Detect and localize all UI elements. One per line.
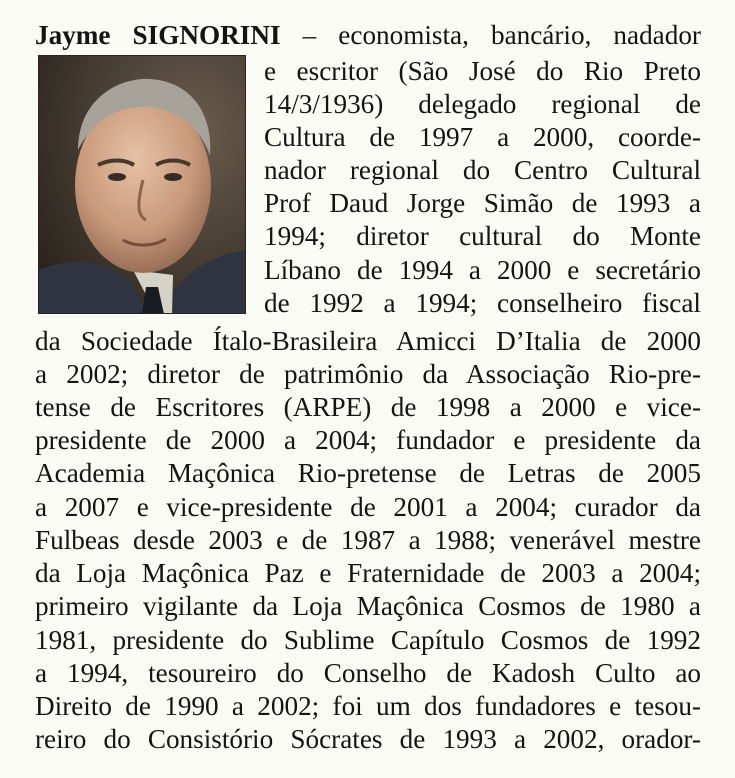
bio-line-18: primeiro vigilante da Loja Maçônica Cosmos de 1980 a [35,591,701,621]
bio-line-16: Fulbeas desde 2003 e de 1987 a 1988; venerável mestre [35,525,701,555]
person-name: Jayme SIGNORINI [35,20,281,50]
bio-line-14: Academia Maçônica Rio-pretense de Letras de 2005 [35,458,701,488]
bio-line-7: 1994; diretor cultural do Monte [264,221,701,251]
bio-line-3: 14/3/1936) delegado regional de [264,89,701,119]
bio-line-text: – economista, bancário, nadador [280,20,701,50]
bio-line-17: da Loja Maçônica Paz e Fraternidade de 2003 a 2004; [35,558,701,588]
portrait-image [38,55,246,314]
bio-line-21: Direito de 1990 a 2002; foi um dos fundadores e tesou- [35,691,701,721]
bio-line-4: Cultura de 1997 a 2000, coorde- [264,122,701,152]
bio-line-10: da Sociedade Ítalo-Brasileira Amicci D’Italia de 2000 [35,326,701,356]
bio-line-19: 1981, presidente do Sublime Capítulo Cosmos de 1992 [35,625,701,655]
bio-line-12: tense de Escritores (ARPE) de 1998 a 2000 e vice- [35,392,701,422]
bio-line-9: de 1992 a 1994; conselheiro fiscal [264,288,701,318]
portrait-photo [38,55,246,314]
bio-line-1 [35,19,701,51]
bio-line-6: Prof Daud Jorge Simão de 1993 a [264,188,701,218]
bio-line-22: reiro do Consistório Sócrates de 1993 a 2002, orador- [35,724,701,754]
bio-line-11: a 2002; diretor de patrimônio da Associação Rio-pre- [35,359,701,389]
bio-line-13: presidente de 2000 a 2004; fundador e presidente da [35,425,701,455]
bio-line-20: a 1994, tesoureiro do Conselho de Kadosh Culto ao [35,658,701,688]
bio-line-2: e escritor (São José do Rio Preto [264,56,701,86]
bio-line-5: nador regional do Centro Cultural [264,155,701,185]
bio-line-8: Líbano de 1994 a 2000 e secretário [264,255,701,285]
bio-line-15: a 2007 e vice-presidente de 2001 a 2004; curador da [35,492,701,522]
